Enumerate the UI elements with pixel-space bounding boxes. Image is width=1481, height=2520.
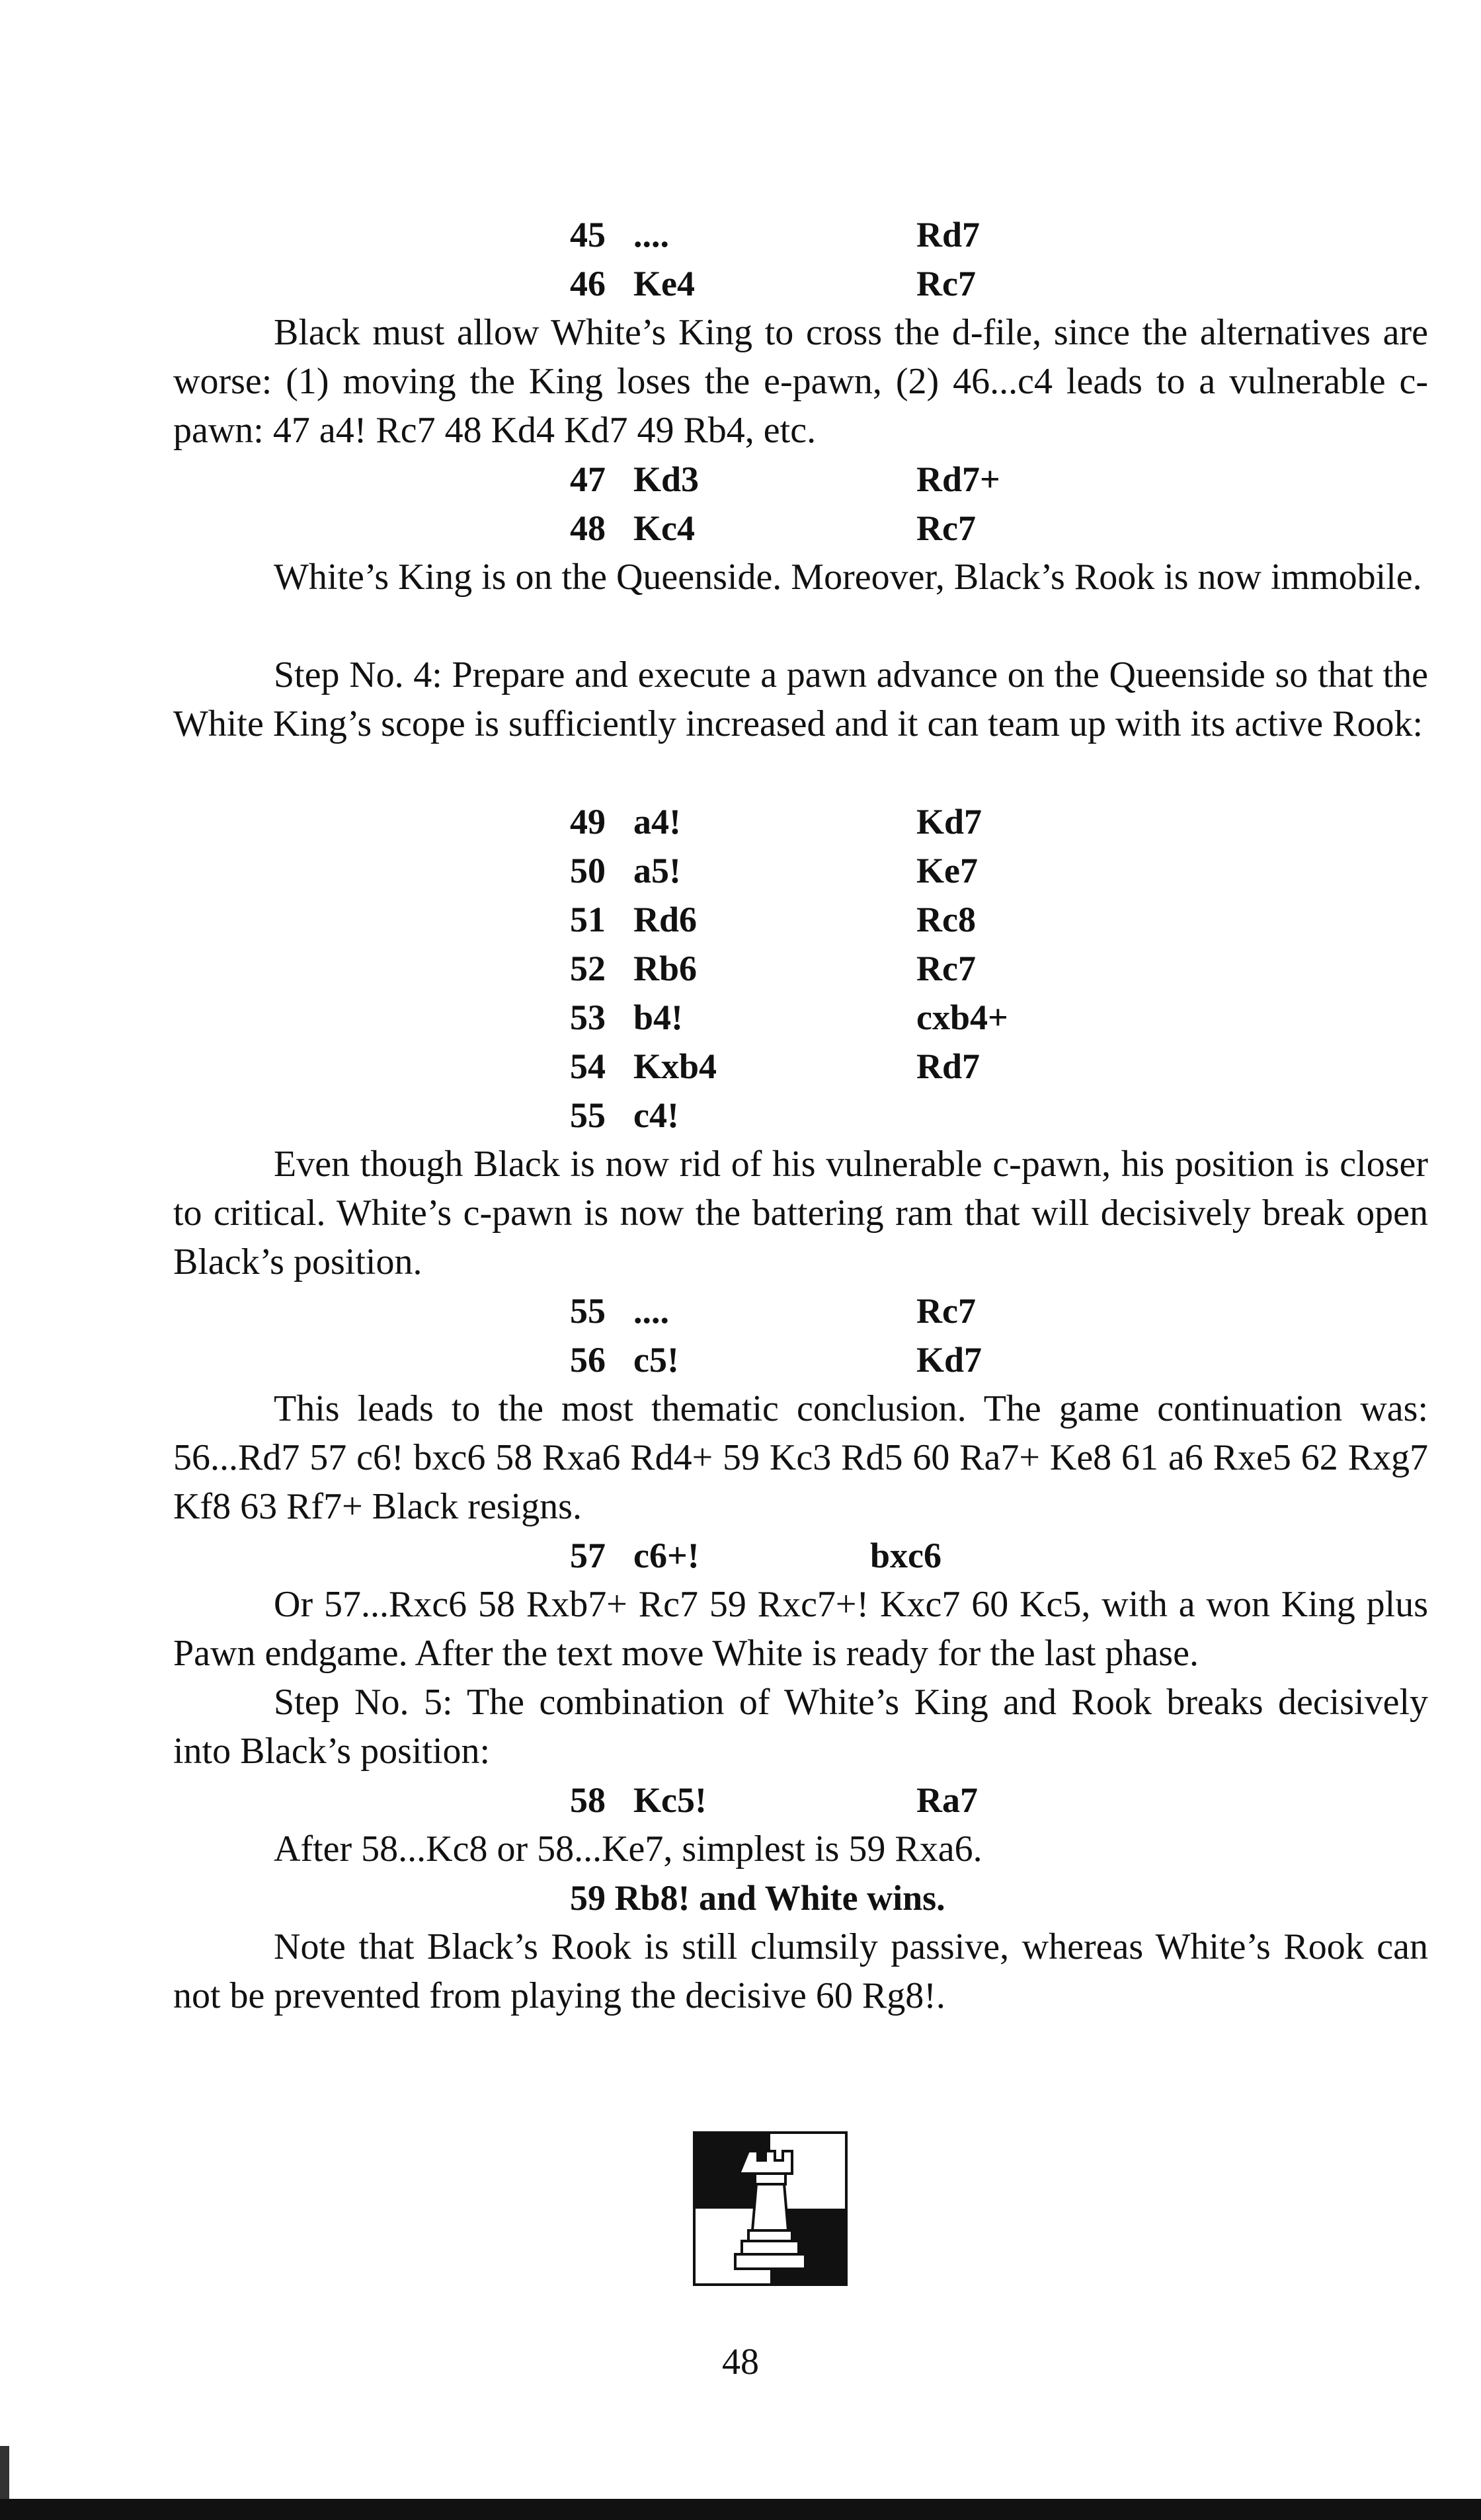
white-move: Kc5! — [633, 1780, 707, 1820]
paragraph-4: Even though Black is now rid of his vulnerable c-pawn, his position is closer to critical. White’s c-pawn is now the battering ram that will decisively break open Black’s position. — [173, 1144, 1428, 1282]
black-move: cxb4+ — [916, 998, 1008, 1037]
black-move: Rd7+ — [916, 459, 1000, 499]
move-number: 56 — [570, 1340, 606, 1380]
black-move: bxc6 — [870, 1536, 941, 1575]
white-move: Kxb4 — [633, 1046, 717, 1086]
move-row — [0, 1286, 1481, 1335]
black-move: Ke7 — [916, 851, 978, 890]
page-bottom-edge — [0, 2499, 1481, 2520]
black-move: Kd7 — [916, 1340, 982, 1380]
move-row — [0, 1531, 1481, 1580]
move-row — [0, 895, 1481, 944]
black-move: Rd7 — [916, 215, 981, 255]
move-number: 49 — [570, 802, 606, 842]
move-row — [0, 1335, 1481, 1384]
white-move: Rd6 — [633, 900, 698, 939]
move-row — [0, 944, 1481, 993]
move-row — [0, 1776, 1481, 1825]
move-number: 46 — [570, 264, 606, 303]
black-move: Rc7 — [916, 949, 976, 988]
white-move: Ke4 — [633, 264, 695, 303]
black-move: Rd7 — [916, 1046, 981, 1086]
black-move: Rc7 — [916, 264, 976, 303]
move-number: 50 — [570, 851, 606, 890]
paragraph-5: This leads to the most thematic conclusion. The game continuation was: 56...Rd7 57 c6! bxc6 58 Rxa6 Rd4+ 59 Kc3 Rd5 60 Ra7+ Ke8 61 a6 Rxe5 62 Rxg7 Kf8 63 Rf7+ Black resigns. — [173, 1388, 1428, 1527]
move-row — [0, 797, 1481, 846]
move-number: 48 — [570, 508, 606, 548]
paragraph-2: White’s King is on the Queenside. Moreover, Black’s Rook is now immobile. — [274, 557, 1422, 598]
white-move: c4! — [633, 1095, 679, 1135]
white-move: Rb6 — [633, 949, 698, 988]
black-move: Rc7 — [916, 508, 976, 548]
white-move: a5! — [633, 851, 681, 890]
move-number: 54 — [570, 1046, 606, 1086]
white-move: .... — [633, 1291, 669, 1331]
final-move: 59 Rb8! and White wins. — [570, 1878, 945, 1918]
paragraph-1: Black must allow White’s King to cross the d-file, since the alternatives are worse: (1) moving the King loses the e-pawn, (2) 46...c4 leads to a vulnerable c-pawn: 47 a4! Rc7 48 Kd4 Kd7 49 Rb4, etc. — [173, 312, 1428, 451]
move-number: 51 — [570, 900, 606, 939]
move-number: 58 — [570, 1780, 606, 1820]
black-move: Rc8 — [916, 900, 976, 939]
white-move: c5! — [633, 1340, 679, 1380]
white-move: Kd3 — [633, 459, 700, 499]
paragraph-9: Note that Black’s Rook is still clumsily passive, whereas White’s Rook can not be prevented from playing the decisive 60 Rg8!. — [173, 1926, 1428, 2016]
paragraph-6: Or 57...Rxc6 58 Rxb7+ Rc7 59 Rxc7+! Kxc7 60 Kc5, with a won King plus Pawn endgame. After the text move White is ready for the last phase. — [173, 1584, 1428, 1674]
white-move: Kc4 — [633, 508, 695, 548]
black-move: Kd7 — [916, 802, 982, 842]
move-row — [0, 846, 1481, 895]
move-number: 45 — [570, 215, 606, 255]
move-number: 55 — [570, 1095, 606, 1135]
move-number: 57 — [570, 1536, 606, 1575]
move-row — [0, 455, 1481, 504]
white-move: c6+! — [633, 1536, 700, 1575]
move-row — [0, 993, 1481, 1042]
move-row — [0, 210, 1481, 259]
move-number: 52 — [570, 949, 606, 988]
move-row — [0, 259, 1481, 308]
page-number: 48 — [722, 2342, 759, 2382]
white-move: .... — [633, 215, 669, 255]
scan-edge-mark — [0, 2446, 9, 2499]
black-move: Rc7 — [916, 1291, 976, 1331]
move-number: 55 — [570, 1291, 606, 1331]
paragraph-3: Step No. 4: Prepare and execute a pawn advance on the Queenside so that the White King’s scope is sufficiently increased and it can team up with its active Rook: — [173, 654, 1428, 744]
paragraph-7: Step No. 5: The combination of White’s King and Rook breaks decisively into Black’s position: — [173, 1682, 1428, 1772]
white-move: b4! — [633, 998, 684, 1037]
move-row — [0, 504, 1481, 553]
black-move: Ra7 — [916, 1780, 978, 1820]
move-number: 47 — [570, 459, 606, 499]
move-number: 53 — [570, 998, 606, 1037]
white-move: a4! — [633, 802, 681, 842]
move-row — [0, 1042, 1481, 1091]
chess-rook-logo-icon — [693, 2131, 848, 2286]
text-line-8: After 58...Kc8 or 58...Ke7, simplest is 59 Rxa6. — [274, 1829, 982, 1870]
move-row — [0, 1091, 1481, 1140]
